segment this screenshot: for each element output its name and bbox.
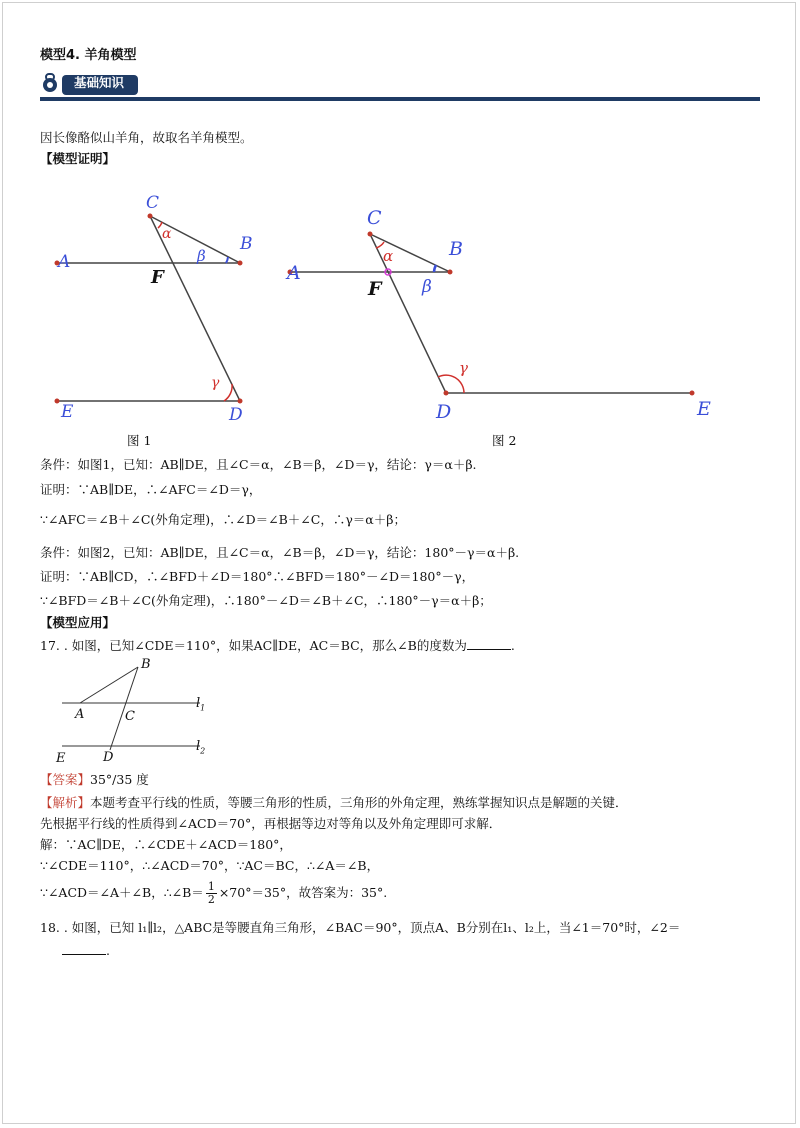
fig1-label-f: F <box>151 267 164 288</box>
fig1-label-gamma: γ <box>211 375 220 391</box>
q17-analysis-tag: 【解析】 <box>40 795 91 810</box>
q17-answer <box>40 771 149 789</box>
q17-label-l2: $l_2$ <box>196 739 206 756</box>
q17-analysis-text: 本题考查平行线的性质，等腰三角形的性质，三角形的外角定理，熟练掌握知识点是解题的关键． <box>90 795 628 810</box>
application-heading: 【模型应用】 <box>40 615 116 630</box>
fig2-label-beta: β <box>422 277 432 297</box>
page-border <box>2 2 796 1124</box>
condition-1: 条件：如图1，已知：AB∥DE，且∠C＝α，∠B＝β，∠D＝γ，结论：γ＝α＋β. <box>40 457 477 472</box>
fig1-label-d: D <box>229 405 243 425</box>
fig1-label-b: B <box>240 234 253 254</box>
fig1-label-e: E <box>61 402 74 422</box>
q17-line-5 <box>40 878 387 908</box>
q18-stem-line-2 <box>62 942 110 960</box>
header-rule <box>40 97 760 101</box>
fig1-caption: 图 1 <box>127 433 152 448</box>
q17-line-5-pre: ∵∠ACD＝∠A＋∠B，∴∠B＝ <box>40 885 204 900</box>
proof-heading: 【模型证明】 <box>40 151 116 166</box>
fig1-label-c: C <box>146 193 160 213</box>
q17-answer-tag: 【答案】 <box>40 772 91 787</box>
q17-fraction-den: 2 <box>207 892 215 906</box>
fig2-label-a: A <box>287 262 301 284</box>
proof-2-line-1: 证明：∵AB∥CD，∴∠BFD＋∠D＝180°∴∠BFD＝180°－∠D＝180°－γ， <box>40 569 475 584</box>
q17-line-ab <box>80 667 138 703</box>
fig1-label-alpha: α <box>162 226 172 242</box>
fig1-label-a: A <box>58 252 71 272</box>
q17-answer-blank <box>467 637 511 650</box>
q17-label-d: D <box>103 750 114 765</box>
q17-label-l1: $l_1$ <box>196 696 206 713</box>
fig2-caption: 图 2 <box>492 433 517 448</box>
fig2-line-cd <box>370 234 446 393</box>
q17-line-4: ∵∠CDE＝110°，∴∠ACD＝70°，∵AC＝BC，∴∠A＝∠B， <box>40 858 380 873</box>
q18-stem-end: . <box>106 943 110 958</box>
condition-2: 条件：如图2，已知：AB∥DE，且∠C＝α，∠B＝β，∠D＝γ，结论：180°－γ＝α＋β. <box>40 545 520 560</box>
q17-fraction <box>206 881 217 906</box>
fig1-line-cd <box>150 216 240 401</box>
fig2-label-gamma: γ <box>459 359 468 377</box>
q17-line-3: 解：∵AC∥DE，∴∠CDE＋∠ACD＝180°， <box>40 837 292 852</box>
fig2-label-d: D <box>436 401 452 423</box>
q17-stem-end: . <box>510 638 515 653</box>
q17-stem-text: 17. . 如图，已知∠CDE＝110°，如果AC∥DE，AC＝BC，那么∠B的度数为 <box>40 638 467 653</box>
q17-fraction-num: 1 <box>207 879 215 893</box>
badge-label: 基础知识 <box>74 75 125 90</box>
proof-2-line-2: ∵∠BFD＝∠B＋∠C(外角定理)，∴180°－∠D＝∠B＋∠C，∴180°－γ＝α＋β； <box>40 593 492 608</box>
q17-line-5-post: ×70°＝35°，故答案为：35°. <box>218 885 388 900</box>
q18-stem: 18. . 如图，已知 l₁∥l₂，△ABC是等腰直角三角形，∠BAC＝90°，顶点A、B分别在l₁、l₂上，当∠1＝70°时，∠2＝ <box>40 920 681 935</box>
q17-label-a: A <box>75 707 85 722</box>
fig2-label-e: E <box>697 398 711 420</box>
q17-analysis <box>40 794 628 812</box>
model-figures <box>40 188 730 448</box>
q17-label-e: E <box>56 751 66 766</box>
fig2-label-f: F <box>368 278 382 300</box>
fig1-label-beta: β <box>197 247 206 265</box>
fig2-line-cb <box>370 234 450 272</box>
q17-label-b: B <box>141 657 151 672</box>
proof-1-line-1: 证明：∵AB∥DE，∴∠AFC＝∠D＝γ， <box>40 482 262 497</box>
intro-text: 因长像酪似山羊角，故取名羊角模型。 <box>40 130 253 145</box>
q17-line-2: 先根据平行线的性质得到∠ACD＝70°，再根据等边对等角以及外角定理即可求解． <box>40 816 502 831</box>
q17-label-c: C <box>125 709 135 724</box>
proof-1-line-2: ∵∠AFC＝∠B＋∠C(外角定理)，∴∠D＝∠B＋∠C，∴γ＝α＋β； <box>40 512 406 527</box>
q17-stem <box>40 637 515 655</box>
fig2-label-c: C <box>367 207 382 229</box>
q18-answer-blank <box>62 942 106 955</box>
figure-2 <box>288 232 695 396</box>
fig2-label-b: B <box>449 238 463 260</box>
model-title: 模型4. 羊角模型 <box>40 48 137 63</box>
q17-answer-value: 35°/35 度 <box>90 772 149 787</box>
fig2-label-alpha: α <box>383 247 394 265</box>
